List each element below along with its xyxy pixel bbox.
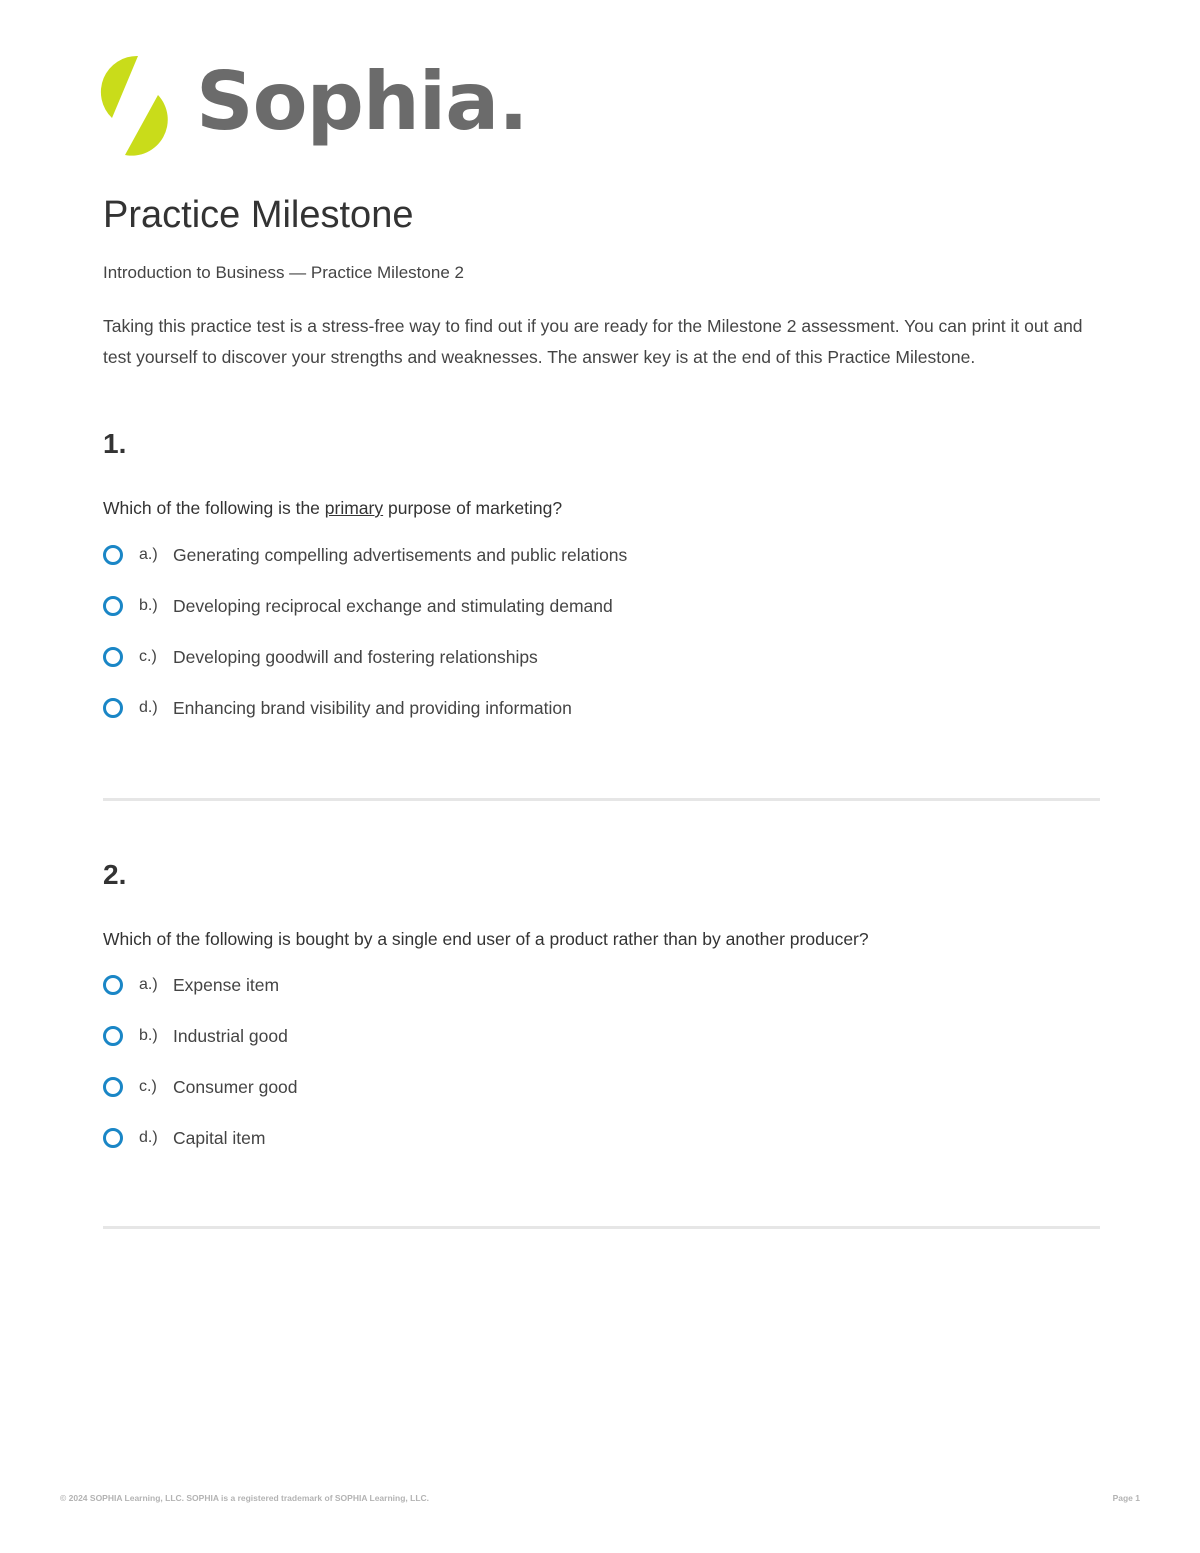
option-c[interactable] <box>103 1075 298 1099</box>
page-subtitle: Introduction to Business — Practice Milestone 2 <box>103 263 464 282</box>
option-a[interactable] <box>103 973 279 997</box>
option-letter: b.) <box>139 1027 158 1044</box>
option-c[interactable] <box>103 645 538 669</box>
option-text: Developing goodwill and fostering relationships <box>173 646 538 667</box>
question-text: Which of the following is bought by a single end user of a product rather than by another producer? <box>103 929 869 949</box>
radio-button-icon[interactable] <box>103 596 123 616</box>
radio-button-icon[interactable] <box>103 647 123 667</box>
option-text: Expense item <box>173 974 280 995</box>
intro-paragraph: Taking this practice test is a stress-free way to find out if you are ready for the Milestone 2 assessment. You can print it out and test yourself to discover your strengths and weaknesses. The answer key is at the end of this Practice Milestone. <box>103 316 1083 367</box>
option-text: Capital item <box>173 1127 266 1148</box>
option-letter: b.) <box>139 597 158 614</box>
option-letter: c.) <box>139 648 157 665</box>
option-b[interactable] <box>103 1024 288 1048</box>
option-text: Consumer good <box>173 1076 298 1097</box>
option-a[interactable] <box>103 543 627 567</box>
question-number: 2. <box>103 859 127 890</box>
sophia-logo <box>100 54 528 158</box>
page-title: Practice Milestone <box>103 194 414 236</box>
question-text-after: purpose of marketing? <box>383 498 563 518</box>
radio-button-icon[interactable] <box>103 1128 123 1148</box>
question-divider <box>103 1226 1100 1229</box>
question-number: 1. <box>103 428 127 459</box>
option-text: Generating compelling advertisements and public relations <box>173 544 628 565</box>
radio-button-icon[interactable] <box>103 975 123 995</box>
option-text: Industrial good <box>173 1025 288 1046</box>
option-letter: c.) <box>139 1078 157 1095</box>
question-text-before: Which of the following is the <box>103 498 325 518</box>
option-letter: d.) <box>139 1129 158 1146</box>
question-text <box>103 498 562 519</box>
option-d[interactable] <box>103 696 572 720</box>
question-divider <box>103 798 1100 801</box>
radio-button-icon[interactable] <box>103 1077 123 1097</box>
option-d[interactable] <box>103 1126 265 1150</box>
radio-button-icon[interactable] <box>103 698 123 718</box>
option-letter: d.) <box>139 699 158 716</box>
radio-button-icon[interactable] <box>103 545 123 565</box>
option-text: Enhancing brand visibility and providing information <box>173 697 572 718</box>
option-text: Developing reciprocal exchange and stimulating demand <box>173 595 613 616</box>
radio-button-icon[interactable] <box>103 1026 123 1046</box>
option-letter: a.) <box>139 976 158 993</box>
footer-copyright: © 2024 SOPHIA Learning, LLC. SOPHIA is a registered trademark of SOPHIA Learning, LLC. <box>60 1493 430 1503</box>
footer-page-number: Page 1 <box>1112 1493 1140 1503</box>
question-text-emphasis: primary <box>324 498 384 518</box>
sophia-wordmark: Sophia. <box>196 55 528 148</box>
sophia-logo-icon <box>100 54 174 158</box>
option-letter: a.) <box>139 546 158 563</box>
option-b[interactable] <box>103 594 613 618</box>
